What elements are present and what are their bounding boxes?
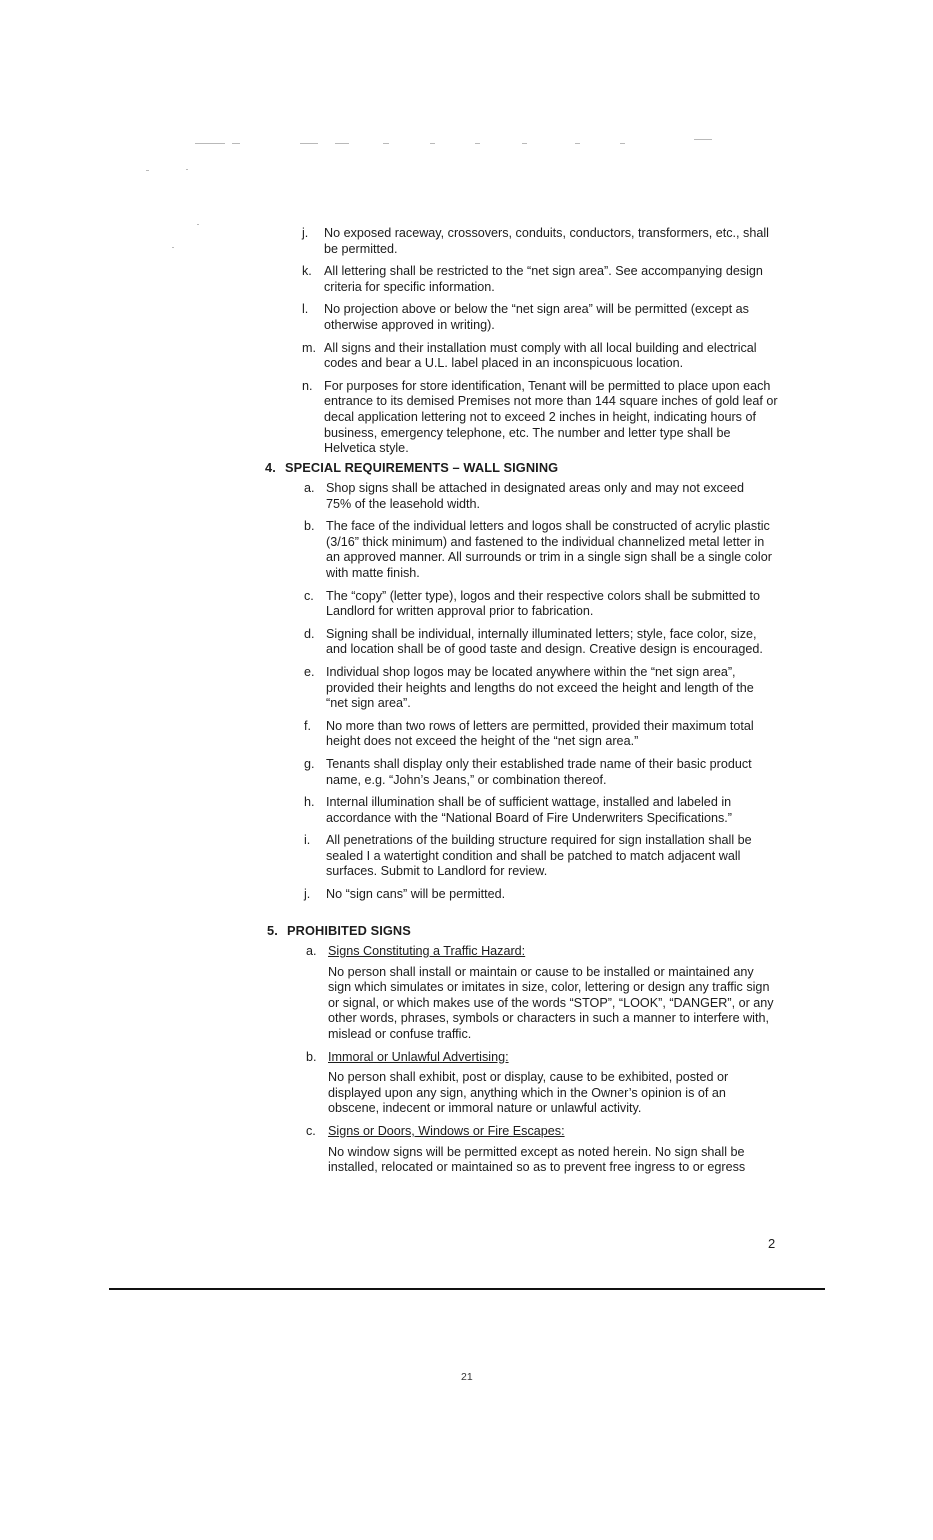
list-item [302,226,782,257]
item-text: For purposes for store identification, Tenant will be permitted to place upon each entrance to its demised Premises not more than 144 square inches of gold leaf or decal application lettering not to exceed 2 inches in height, indicating hours of business, emergency telephone, etc. The number and letter type shall be Helvetica style. [324,378,778,456]
subsection-heading: Signs Constituting a Traffic Hazard: [328,944,526,958]
item-text: No more than two rows of letters are permitted, provided their maximum total height does not exceed the height of the “net sign area.” [326,718,754,749]
item-letter: j. [302,226,309,240]
list-item [304,665,772,712]
item-text: All lettering shall be restricted to the “net sign area”. See accompanying design criteria for specific information. [324,264,763,294]
item-letter: h. [304,795,315,810]
item-text: Shop signs shall be attached in designated areas only and may not exceed 75% of the leasehold width. [326,481,744,511]
section-title: PROHIBITED SIGNS [287,923,411,938]
list-item [304,795,772,826]
item-letter: l. [302,302,309,317]
item-letter: j. [304,887,311,902]
scan-artifacts [0,0,933,260]
item-letter: g. [304,756,315,771]
list-item [302,302,782,333]
section3-list [302,226,782,464]
item-text: No projection above or below the “net sign area” will be permitted (except as otherwise approved in writing). [324,302,749,332]
item-text: Tenants shall display only their established trade name of their basic product name, e.g. “John’s Jeans,” or combination thereof. [326,756,752,787]
item-letter: i. [304,833,311,848]
subsection-text: No person shall exhibit, post or display, cause to be exhibited, posted or displayed upon any sign, anything which in the Owner’s opinion is of an obscene, indecent or immoral nature or unlawful activity. [328,1070,729,1116]
section-title: SPECIAL REQUIREMENTS – WALL SIGNING [285,460,559,475]
list-item [304,719,772,750]
list-item [304,757,772,788]
list-item [304,833,772,880]
section-heading-4 [265,460,558,475]
subsection-text: No person shall install or maintain or cause to be installed or maintained any sign which simulates or imitates in size, color, lettering or design any traffic sign or signal, or which makes use of the words “STOP”, “LOOK”, “DANGER”, or any other words, phrases, symbols or characters in such a manner to interfere with, mislead or confuse traffic. [328,964,774,1041]
page-divider [109,1288,825,1290]
pdf-page-number: 21 [461,1371,473,1383]
section-number: 4. [265,460,276,475]
list-item [302,341,782,372]
item-text: Individual shop logos may be located anywhere within the “net sign area”, provided their heights and lengths do not exceed the height and length of the “net sign area”. [326,664,754,711]
item-letter: b. [306,1049,317,1064]
item-letter: b. [304,519,315,534]
list-item [304,627,772,658]
item-text: No exposed raceway, crossovers, conduits, conductors, transformers, etc., shall be permitted. [324,226,769,256]
list-item [304,589,772,620]
item-letter: e. [304,664,315,679]
item-letter: f. [304,718,311,733]
section4-list [304,481,772,910]
item-text: The “copy” (letter type), logos and their respective colors shall be submitted to Landlord for written approval prior to fabrication. [326,588,760,619]
section-number: 5. [267,923,278,938]
section-heading-5 [267,923,411,938]
list-item [304,887,772,903]
item-text: The face of the individual letters and logos shall be constructed of acrylic plastic (3/16” thick minimum) and fastened to the individual channelized metal letter in an approved manner. All surrounds or trim in a single sign shall be a single color with matte finish. [326,519,772,580]
subsection-heading: Signs or Doors, Windows or Fire Escapes: [328,1123,565,1138]
item-letter: m. [302,340,316,355]
scanned-page-number: 2 [768,1236,776,1251]
item-text: Signing shall be individual, internally illuminated letters; style, face color, size, and location shall be of good taste and design. Creative design is encouraged. [326,626,763,657]
section5-list [306,944,776,1183]
item-letter: d. [304,626,315,641]
item-text: No “sign cans” will be permitted. [326,887,506,902]
item-text: Internal illumination shall be of sufficient wattage, installed and labeled in accordance with the “National Board of Fire Underwriters Specifications.” [326,795,732,825]
item-text: All penetrations of the building structure required for sign installation shall be sealed I a watertight condition and shall be patched to match adjacent wall surfaces. Submit to Landlord for review. [326,833,752,879]
list-item [304,481,772,512]
item-letter: k. [302,264,312,279]
item-letter: c. [306,1123,316,1138]
list-item [306,944,776,1043]
list-item [302,379,782,457]
item-text: All signs and their installation must comply with all local building and electrical codes and bear a U.L. label placed in an inconspicuous location. [324,340,757,371]
item-letter: n. [302,378,313,393]
item-letter: a. [304,481,315,495]
subsection-heading: Immoral or Unlawful Advertising: [328,1049,509,1064]
list-item [306,1124,776,1176]
list-item [302,264,782,295]
subsection-text: No window signs will be permitted except as noted herein. No sign shall be installed, relocated or maintained so as to prevent free ingress to or egress [328,1144,746,1175]
list-item [304,519,772,581]
item-letter: c. [304,588,314,603]
item-letter: a. [306,944,317,958]
list-item [306,1050,776,1117]
